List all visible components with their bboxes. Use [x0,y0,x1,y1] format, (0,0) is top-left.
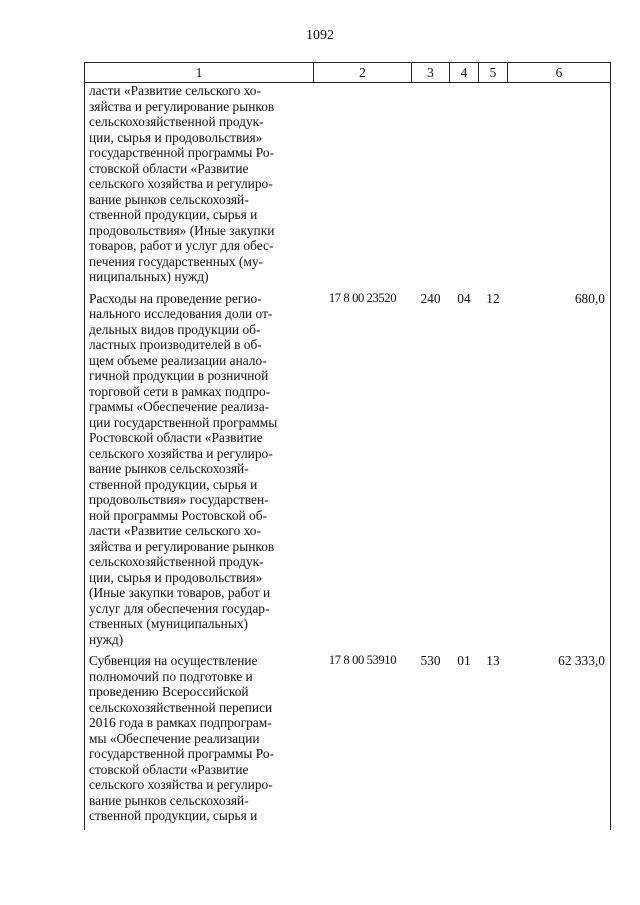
amount: 680,0 [508,291,611,654]
description-line: ласти «Развитие сельского хо- [89,523,261,538]
column-header-6: 6 [508,63,611,83]
description-line: товаров, работ и услуг для обес- [89,238,274,253]
description-line: ственной продукции, сырья и [89,207,258,222]
column-header-3: 3 [412,63,450,83]
target-article-code: 17 8 00 53910 [328,653,397,667]
description-line: ственной продукции, сырья и [89,476,258,492]
description-line: ции, сырья и продовольствия» [89,129,263,145]
table-header [85,63,611,83]
description-line: стовской области «Развитие [89,761,249,777]
table-row [85,291,611,654]
description-line: щем объеме реализации анало- [89,352,267,368]
description-line: продовольствия» государствен- [89,492,269,507]
description-line: мы «Обеспечение реализации [89,730,260,746]
description-line: ластных производителей в об- [89,337,262,352]
description-line: Ростовской области «Развитие [89,430,263,445]
target-article-code: 17 8 00 23520 [328,290,397,305]
table-body [85,83,611,830]
description-line: зяйства и регулирование рынков [89,98,275,114]
description-line: ласти «Развитие сельского хо- [89,83,261,98]
description-line: нужд) [89,631,124,647]
column-header-1: 1 [85,63,314,83]
description-line: печения государственных (му- [89,253,263,269]
budget-table [84,62,611,830]
page-number: 1092 [306,28,334,43]
description-line: ции государственной программы [89,414,278,430]
row-description [85,83,314,291]
amount [508,83,611,291]
description-line: гичной продукции в розничной [89,368,269,383]
subsection-code [479,83,508,291]
description-line: ственной продукции, сырья и [89,808,258,823]
column-header-4: 4 [450,63,479,83]
table-row [85,653,611,830]
description-line: полномочий по подготовке и [89,668,253,684]
description-line: зяйства и регулирование рынков [89,538,275,554]
description-line: проведению Всероссийской [89,684,249,699]
description-line: ции, сырья и продовольствия» [89,569,263,585]
description-line: дельных видов продукции об- [89,321,261,337]
expense-type-code: 240 [420,290,441,306]
description-line: сельского хозяйства и регулиро- [89,445,273,461]
expense-type-code: 530 [420,653,441,668]
description-line: (Иные закупки товаров, работ и [89,585,271,600]
row-description [85,653,314,830]
target-article-code [314,83,412,291]
description-line: сельского хозяйства и регулиро- [89,176,273,191]
subsection-code: 13 [486,653,500,668]
column-header-5: 5 [479,63,508,83]
column-header-2: 2 [314,63,412,83]
description-line: стовской области «Развитие [89,160,249,176]
column-number-row [85,63,611,83]
description-line: сельскохозяйственной продук- [89,554,264,569]
table-row [85,83,611,291]
description-line: государственной программы Ро- [89,145,275,160]
section-code: 04 [457,290,471,306]
row-description [85,291,314,654]
description-line: вание рынков сельскохозяй- [89,191,249,207]
description-line: государственной программы Ро- [89,746,275,761]
description-line: услуг для обеспечения государ- [89,600,270,616]
description-line: нального исследования доли от- [89,306,273,321]
description-line: ной программы Ростовской об- [89,507,268,523]
description-line: сельскохозяйственной продук- [89,114,264,129]
description-line: сельскохозяйственной переписи [89,699,273,715]
description-line: Расходы на проведение регио- [89,290,262,306]
description-line: продовольствия» (Иные закупки [89,222,275,238]
subsection-code: 12 [486,290,500,306]
section-code: 01 [457,653,471,668]
description-line: 2016 года в рамках подпрограм- [89,715,272,730]
description-line: сельского хозяйства и регулиро- [89,777,273,792]
description-line: Субвенция на осуществление [89,653,258,668]
description-line: вание рынков сельскохозяй- [89,461,249,476]
description-line: ственных (муниципальных) [89,616,248,631]
amount: 62 333,0 [508,653,611,830]
description-line: ниципальных) нужд) [89,269,209,284]
expense-type-code [412,83,450,291]
description-line: торговой сети в рамках подпро- [89,383,271,399]
description-line: вание рынков сельскохозяй- [89,792,249,808]
description-line: граммы «Обеспечение реализа- [89,399,270,414]
section-code [450,83,479,291]
